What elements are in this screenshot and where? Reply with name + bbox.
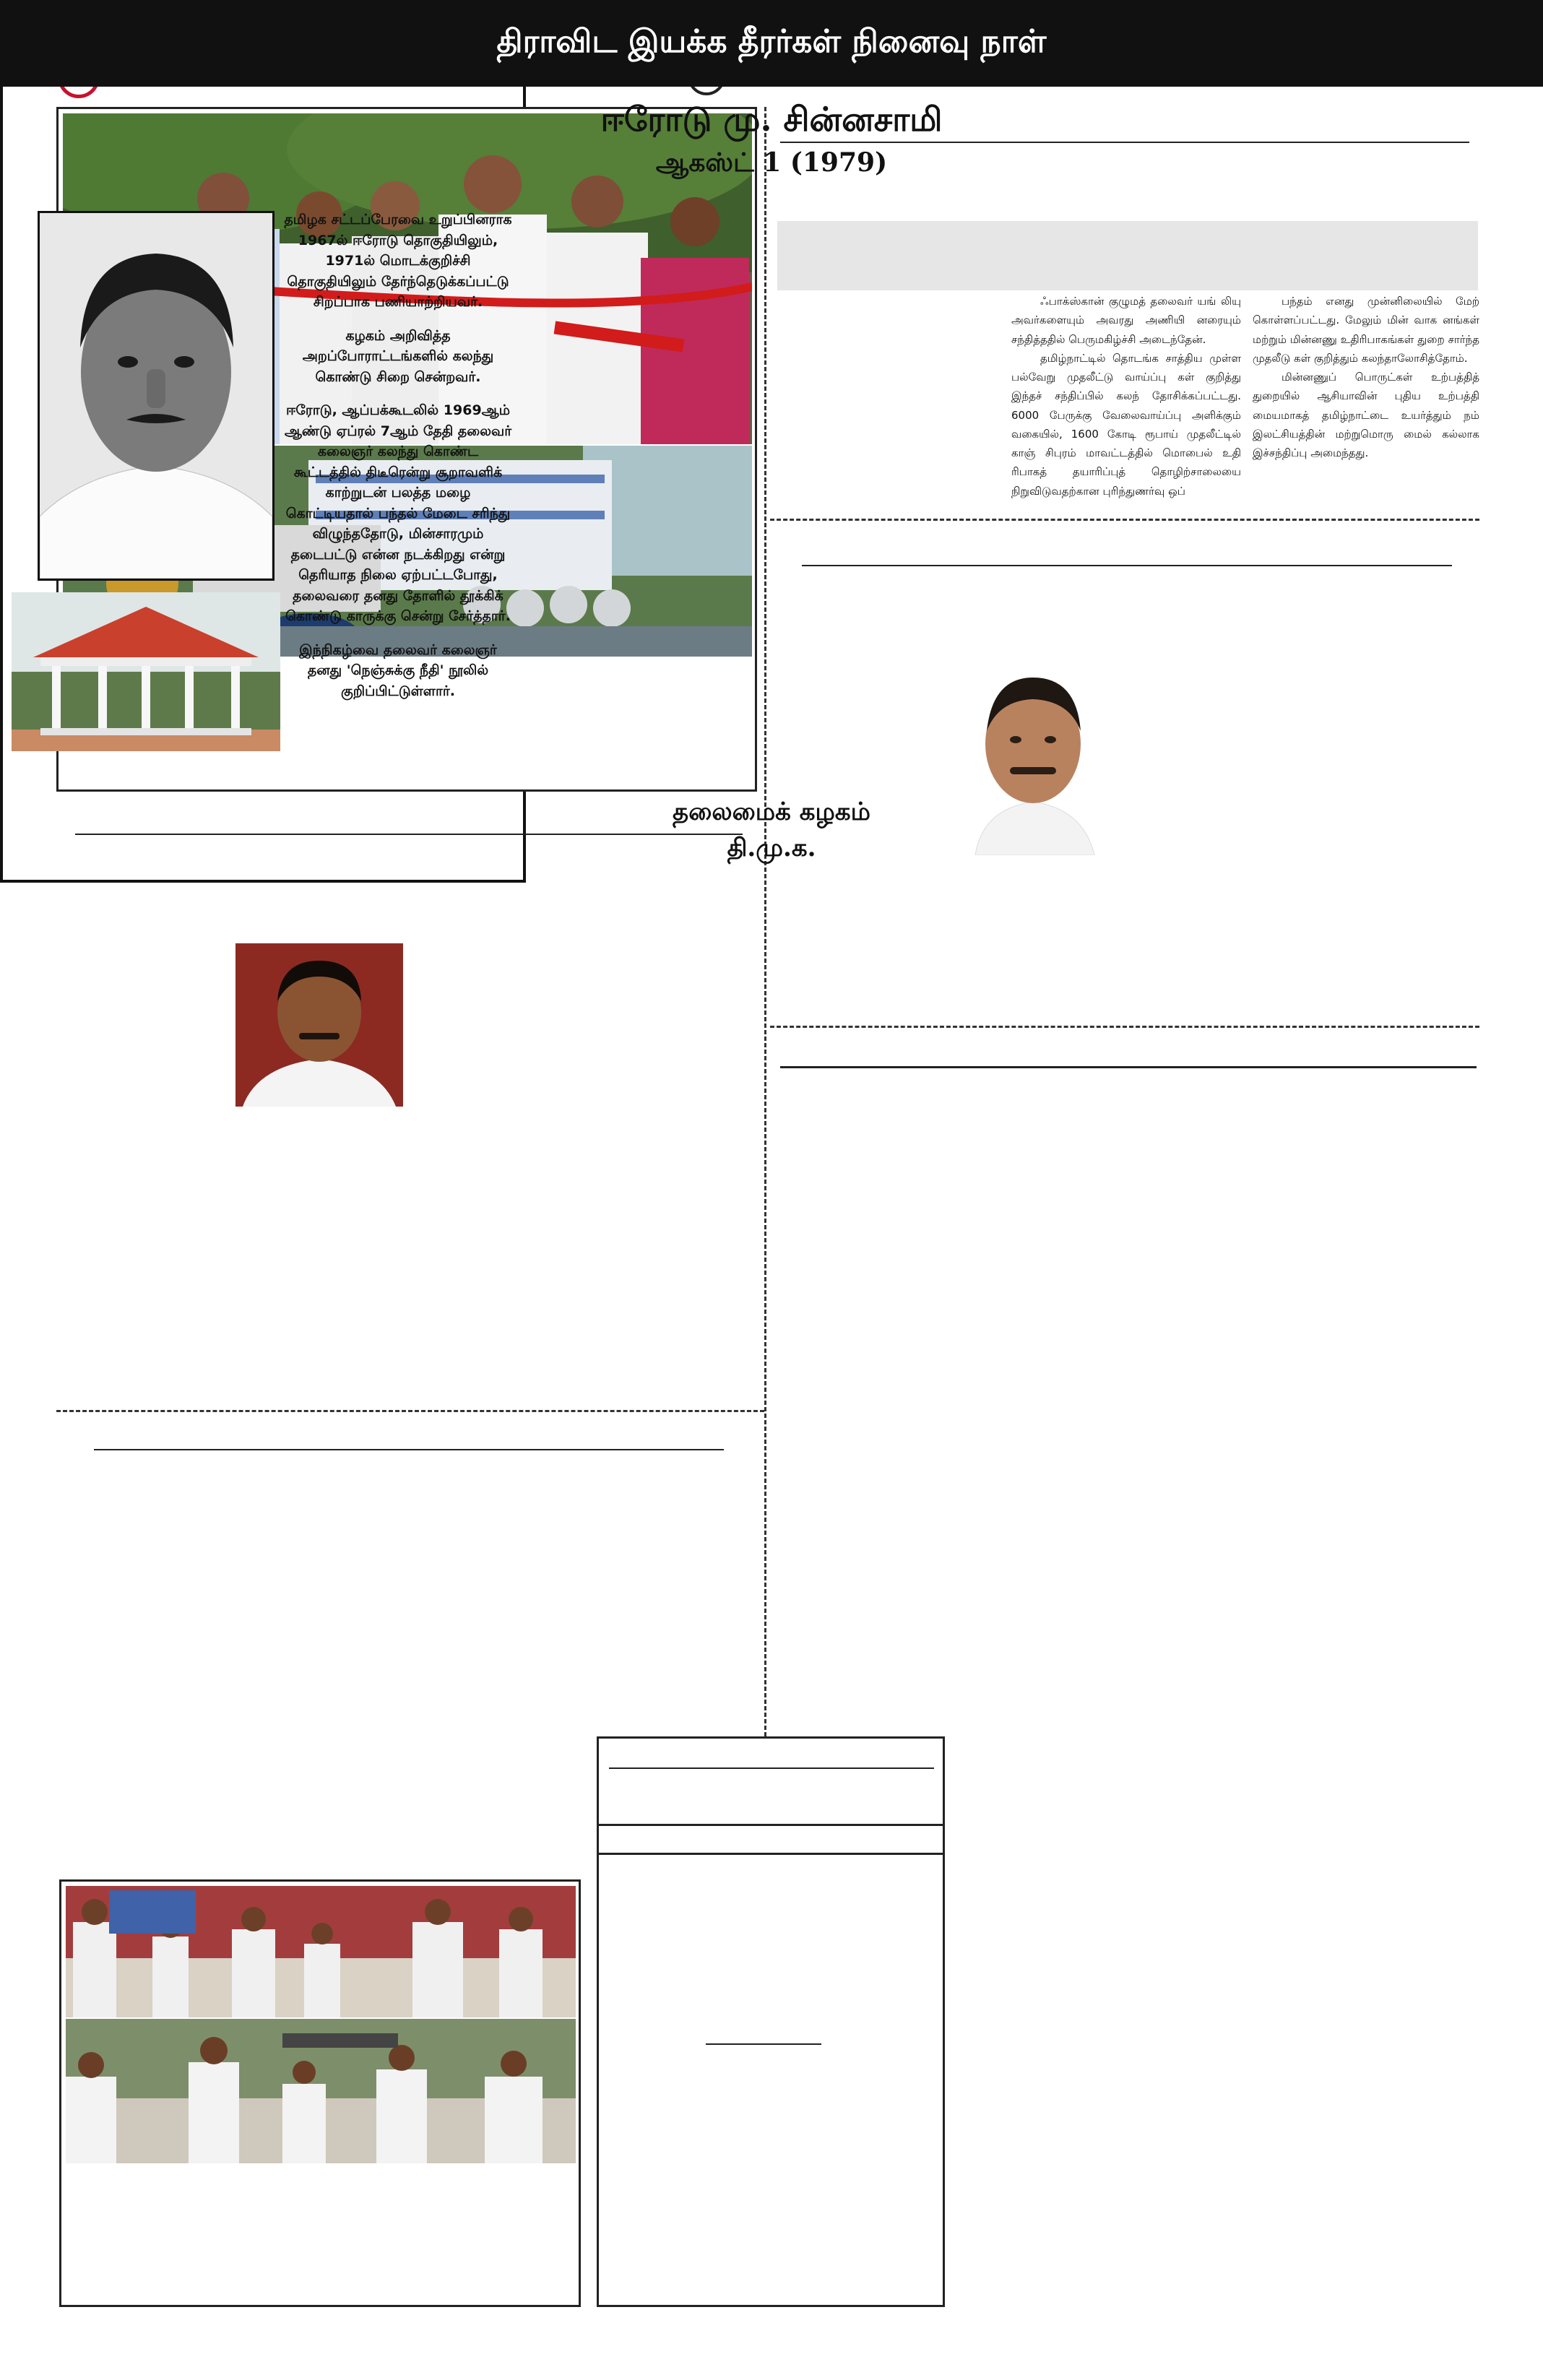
headline-rule <box>802 565 1452 566</box>
paragraph: ஃபாக்ஸ்கான் குழுமத் தலைவர் யங் லியு அவர்களையும் அவரது அணியி னரையும் சந்தித்ததில் பெருமகிழ்ச்சி அடைந்தேன். <box>1011 295 1241 346</box>
memorial-pavilion-photo <box>12 592 280 751</box>
paragraph: இந்நிகழ்வை தலைவர் கலைஞர் தனது 'நெஞ்சுக்கு நீதி' நூலில் குறிப்பிட்டுள்ளார். <box>299 641 497 699</box>
article-column-left <box>1011 292 1241 501</box>
memorial-signature-line2: தி.மு.க. <box>727 834 816 862</box>
paragraph: தமிழ்நாட்டில் தொடங்க சாத்திய முள்ள பல்வேறு முதலீட்டு வாய்ப்பு கள் குறித்து இந்தச் சந்திப்பில் கலந் தோசிக்கப்பட்டது. 6000 பேருக்கு வேலைவாய்ப்பு அளிக்கும் வகையில், 1600 கோடி ரூபாய் முதலீட்டில் காஞ் சிபுரம் மாவட்டத்தில் மொபைல் உதி ரிபாகத் தயாரிப்புத் தொழிற்சாலையை நிறுவிடுவதற்கான புரிந்துணர்வு ஒப் <box>1011 351 1241 498</box>
article-column-right <box>1253 292 1479 462</box>
memorial-name: ஈரோடு மு. சின்னசாமி <box>600 100 943 139</box>
headline-band <box>777 221 1478 290</box>
box-rule <box>599 1853 943 1855</box>
paragraph: தமிழக சட்டப்பேரவை உறுப்பினராக 1967ல் ஈரோடு தொகுதியிலும், 1971ல் மொடக்குறிச்சி தொகுதியிலும் தேர்ந்தெடுக்கப்பட்டு சிறப்பாக பணியாற்றியவர். <box>284 212 512 310</box>
paragraph: ஈரோடு, ஆப்பக்கூடலில் 1969ஆம் ஆண்டு ஏப்ரல் 7ஆம் தேதி தலைவர் கலைஞர் கலந்து கொண்ட கூட்டத்தில் திடீரென்று சூறாவளிக் காற்றுடன் பலத்த மழை கொட்டியதால் பந்தல் மேடை சரிந்து விழுந்ததோடு, மின்சாரமும் தடைபட்டு என்ன நடக்கிறது என்று தெரியாத நிலை ஏற்பட்டபோது, தலைவரை தனது தோளில் தூக்கிக் கொண்டு காருக்கு சென்று சேர்த்தார். <box>284 402 512 624</box>
box-rule <box>609 1767 934 1769</box>
memorial-signature-line1: தலைமைக் கழகம் <box>673 797 870 826</box>
section-divider <box>56 1410 764 1412</box>
memorial-portrait-photo <box>38 211 275 581</box>
memorial-date: ஆகஸ்ட் 1 (1979) <box>655 147 888 178</box>
section-divider <box>770 519 1479 521</box>
headline-rule <box>780 1066 1477 1068</box>
memorial-header: திராவிட இயக்க தீரர்கள் நினைவு நாள் <box>0 0 1543 87</box>
box-rule <box>599 1824 943 1826</box>
politician-portrait-photo-2 <box>235 943 403 1107</box>
paragraph: மின்னணுப் பொருட்கள் உற்பத்தித் துறையில் ஆசியாவின் புதிய உற்பத்தி மையமாகத் தமிழ்நாட்டை உயர்த்தும் நம் இலட்சியத்தின் மற்றுமொரு மைல் கல்லாக இச்சந்திப்பு அமைந்தது. <box>1253 371 1479 459</box>
paragraph: பந்தம் எனது முன்னிலையில் மேற் கொள்ளப்பட்டது. மேலும் மின் வாக னங்கள் மற்றும் மின்னணு உதிரிபாகங்கள் துறை சார்ந்த முதலீடு கள் குறித்தும் கலந்தாலோசித்தோம். <box>1253 295 1479 365</box>
rally-event-photo <box>66 2019 576 2163</box>
headline-rule <box>94 1449 724 1450</box>
memorial-text <box>283 209 513 714</box>
event-photo-box <box>59 1879 581 2307</box>
column-divider <box>764 107 766 1736</box>
section-divider <box>770 1026 1479 1028</box>
side-notice-box <box>597 1736 945 2307</box>
paragraph: கழகம் அறிவித்த அறப்போராட்டங்களில் கலந்து கொண்டு சிறை சென்றவர். <box>302 327 494 385</box>
box-rule <box>706 2043 821 2045</box>
award-event-photo <box>66 1886 576 2017</box>
